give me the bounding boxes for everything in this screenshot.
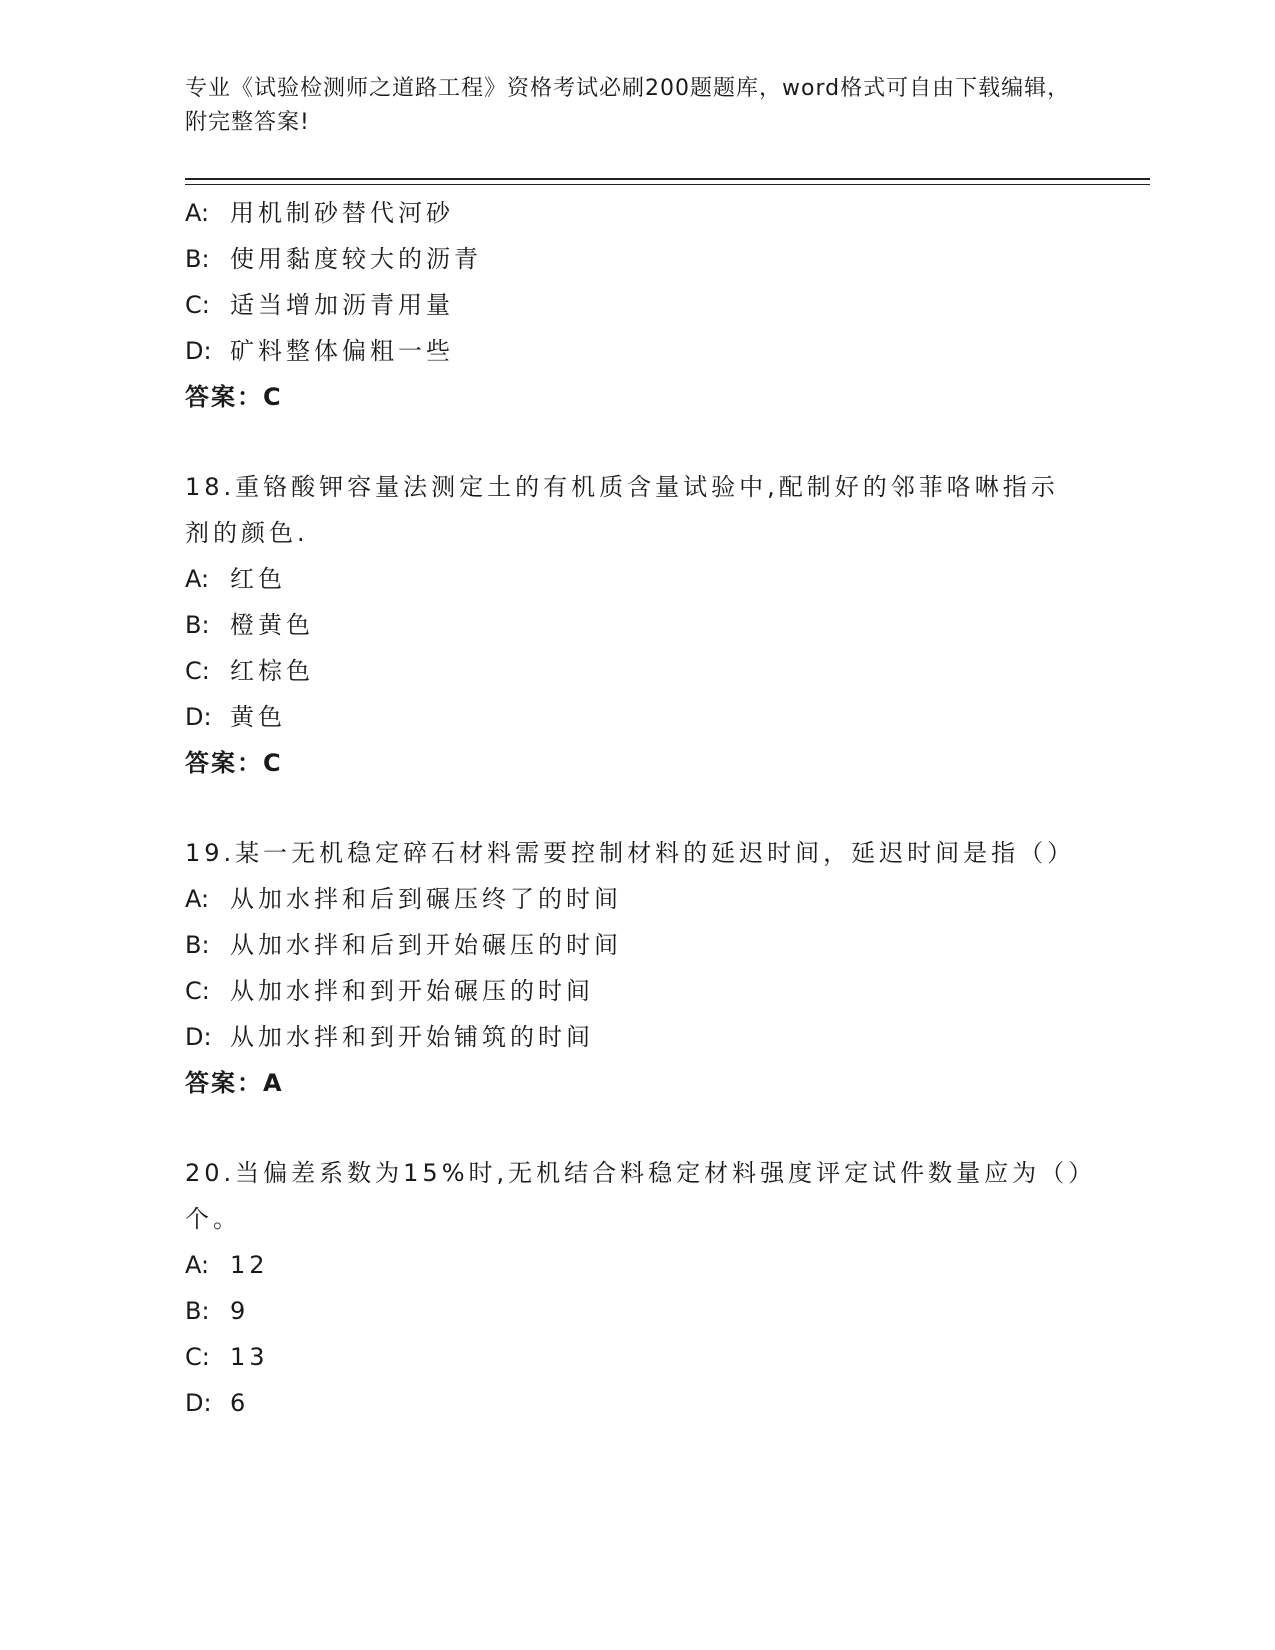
option-text: 使用黏度较大的沥青: [230, 245, 482, 273]
option-c: [185, 648, 1085, 694]
option-text: 12: [230, 1251, 269, 1279]
document-header: [185, 72, 1085, 140]
question-block: [185, 830, 1085, 1106]
answer-label: 答案：C: [185, 749, 283, 777]
option-letter: D:: [185, 337, 212, 365]
option-text: 适当增加沥青用量: [230, 291, 454, 319]
answer-label: 答案：C: [185, 383, 283, 411]
option-text: 红色: [230, 565, 286, 593]
answer-label: 答案：A: [185, 1069, 284, 1097]
option-text: 13: [230, 1343, 269, 1371]
question-text: 19.某一无机稳定碎石材料需要控制材料的延迟时间，延迟时间是指（）: [185, 839, 1076, 867]
option-text: 9: [230, 1297, 250, 1325]
option-text: 用机制砂替代河砂: [230, 199, 454, 227]
option-letter: A:: [185, 565, 210, 593]
option-d: [185, 1380, 1085, 1426]
option-d: [185, 1014, 1085, 1060]
option-text: 红棕色: [230, 657, 314, 685]
option-a: [185, 876, 1085, 922]
option-letter: A:: [185, 1251, 210, 1279]
question-text: 20.当偏差系数为15%时,无机结合料稳定材料强度评定试件数量应为（）个。: [185, 1159, 1085, 1233]
option-text: 从加水拌和到开始铺筑的时间: [230, 1023, 594, 1051]
question-block: [185, 1150, 1085, 1426]
question-block: [185, 190, 1085, 420]
option-letter: D:: [185, 1023, 212, 1051]
option-d: [185, 694, 1085, 740]
header-divider-thick: [185, 178, 1150, 180]
option-c: [185, 968, 1085, 1014]
question-list: [185, 190, 1085, 1426]
option-text: 6: [230, 1389, 250, 1417]
header-title: 专业《试验检测师之道路工程》资格考试必刷200题题库，word格式可自由下载编辑，附完整答案!: [185, 76, 1071, 135]
option-letter: A:: [185, 199, 210, 227]
option-a: [185, 1242, 1085, 1288]
option-b: [185, 236, 1085, 282]
option-text: 从加水拌和后到开始碾压的时间: [230, 931, 622, 959]
option-b: [185, 1288, 1085, 1334]
option-letter: B:: [185, 245, 210, 273]
option-letter: A:: [185, 885, 210, 913]
option-c: [185, 1334, 1085, 1380]
header-divider-thin: [185, 184, 1150, 185]
option-letter: B:: [185, 611, 210, 639]
option-text: 橙黄色: [230, 611, 314, 639]
option-b: [185, 922, 1085, 968]
option-letter: C:: [185, 657, 210, 685]
option-d: [185, 328, 1085, 374]
option-text: 矿料整体偏粗一些: [230, 337, 454, 365]
option-c: [185, 282, 1085, 328]
option-letter: C:: [185, 977, 210, 1005]
option-a: [185, 190, 1085, 236]
option-letter: D:: [185, 1389, 212, 1417]
question-block: [185, 464, 1085, 786]
option-letter: B:: [185, 1297, 210, 1325]
option-text: 从加水拌和后到碾压终了的时间: [230, 885, 622, 913]
option-letter: C:: [185, 291, 210, 319]
option-b: [185, 602, 1085, 648]
option-text: 从加水拌和到开始碾压的时间: [230, 977, 594, 1005]
option-a: [185, 556, 1085, 602]
question-text: 18.重铬酸钾容量法测定土的有机质含量试验中,配制好的邻菲咯啉指示剂的颜色.: [185, 473, 1059, 547]
option-text: 黄色: [230, 703, 286, 731]
option-letter: C:: [185, 1343, 210, 1371]
option-letter: D:: [185, 703, 212, 731]
option-letter: B:: [185, 931, 210, 959]
